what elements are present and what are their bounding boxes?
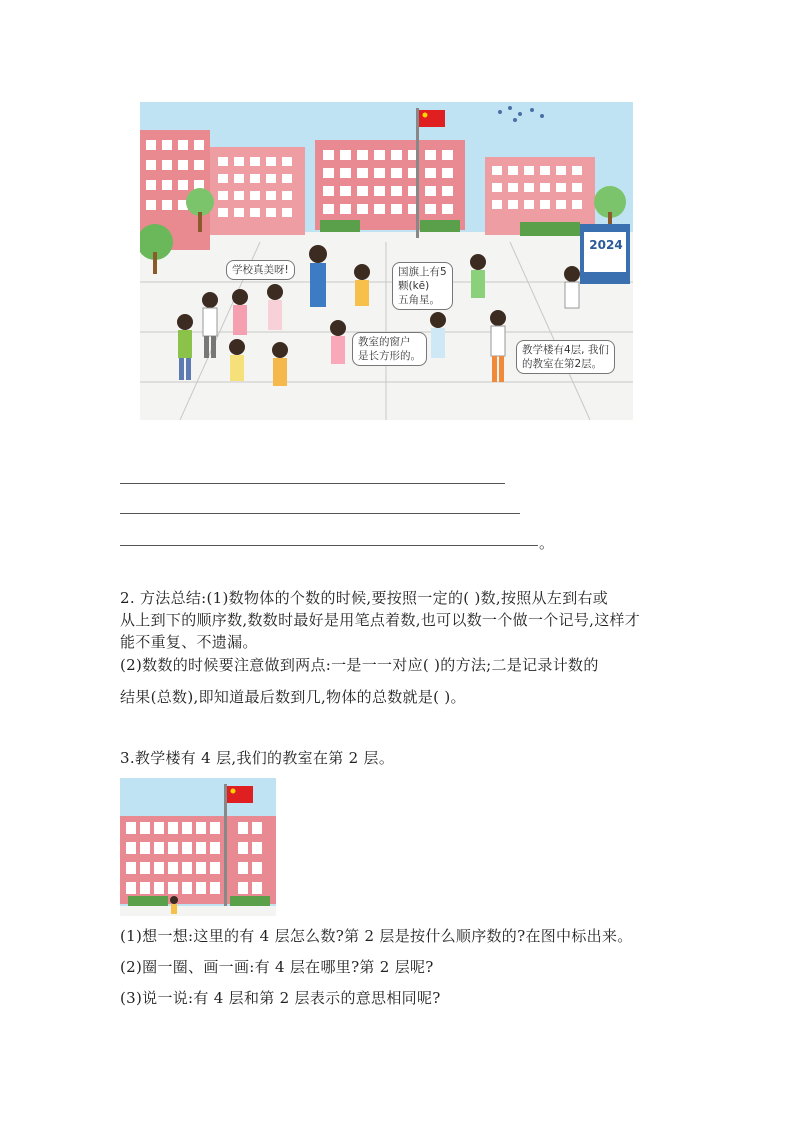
answer-line-3[interactable] (120, 545, 538, 546)
speech-bubble-flag: 国旗上有5 颗(kē) 五角星。 (392, 262, 453, 310)
q2-line-5: 结果(总数),即知道最后数到几,物体的总数就是( )。 (120, 688, 466, 706)
sign-board-text: 2024 (589, 238, 623, 252)
q2-line-4: (2)数数的时候要注意做到两点:一是一一对应( )的方法;二是记录计数的 (120, 656, 599, 674)
q3-sub-3: (3)说一说:有 4 层和第 2 层表示的意思相同呢? (120, 989, 441, 1007)
q3-sub-2: (2)圈一圈、画一画:有 4 层在哪里?第 2 层呢? (120, 958, 434, 976)
speech-bubble-school: 学校真美呀! (226, 260, 295, 280)
q3-sub-1: (1)想一想:这里的有 4 层怎么数?第 2 层是按什么顺序数的?在图中标出来。 (120, 927, 633, 945)
teaching-building-illustration (120, 778, 276, 916)
speech-bubble-building: 教学楼有4层, 我们 的教室在第2层。 (516, 340, 615, 374)
q3-title: 3.教学楼有 4 层,我们的教室在第 2 层。 (120, 749, 395, 767)
answer-line-1[interactable] (120, 483, 505, 484)
teaching-building-drawing (120, 778, 276, 916)
answer-line-2[interactable] (120, 513, 520, 514)
q2-line-2: 从上到下的顺序数,数数时最好是用笔点着数,也可以数一个做一个记号,这样才 (120, 611, 641, 629)
q2-line-1: 2. 方法总结:(1)数物体的个数的时候,要按照一定的( )数,按照从左到右或 (120, 589, 609, 607)
answer-end-mark: 。 (539, 534, 555, 552)
school-square-illustration (140, 102, 633, 420)
speech-bubble-windows: 教室的窗户 是长方形的。 (352, 332, 427, 366)
q2-line-3: 能不重复、不遗漏。 (120, 633, 258, 651)
